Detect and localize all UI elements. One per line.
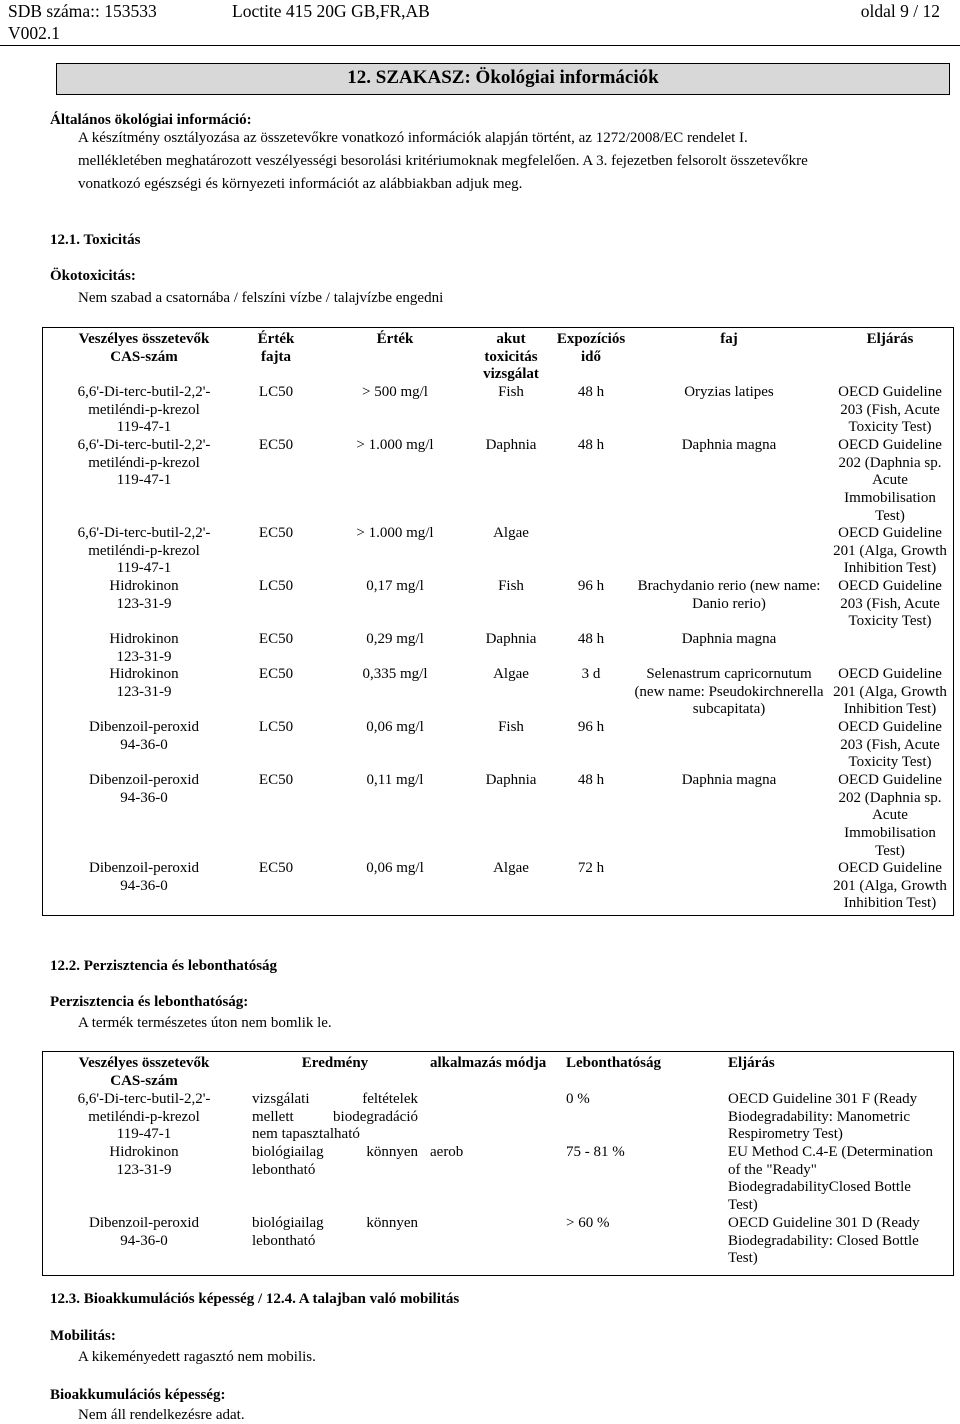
per-result-word: könnyen — [366, 1215, 418, 1231]
tox-method-line: Immobilisation — [844, 825, 936, 842]
tox-substance-line: 123-31-9 — [116, 595, 172, 612]
tox-test: Fish — [498, 719, 524, 735]
ecotoxicity-heading: Ökotoxicitás: — [50, 268, 136, 284]
toxicity-heading: 12.1. Toxicitás — [50, 232, 141, 248]
per-header-c2-line: Eredmény — [301, 1055, 369, 1071]
per-result-word: könnyen — [366, 1144, 418, 1160]
per-result-word: biológiailag — [252, 1144, 324, 1160]
per-result-line — [252, 1144, 418, 1162]
per-header-c2 — [252, 1055, 418, 1073]
tox-header-c6 — [630, 331, 828, 349]
general-line-2: mellékletében meghatározott veszélyességi besorolási kritériumoknak megfelelően. A 3. fejezetben felsorolt összetevőkre — [78, 153, 808, 169]
tox-method-line: 203 (Fish, Acute — [840, 736, 940, 753]
per-result-word: feltételek — [362, 1091, 418, 1107]
tox-method-line: OECD Guideline — [838, 666, 942, 682]
tox-method — [830, 437, 950, 526]
per-result-line — [252, 1091, 418, 1109]
per-substance-line: Dibenzoil-peroxid — [89, 1215, 199, 1231]
per-method-line: OECD Guideline 301 F (Ready — [728, 1091, 918, 1107]
per-method — [728, 1144, 950, 1215]
tox-species — [630, 384, 828, 402]
per-method-line: OECD Guideline 301 D (Ready — [728, 1215, 920, 1231]
tox-method-line: Test) — [875, 507, 905, 524]
tox-exposure: 48 h — [577, 631, 605, 647]
per-header-c5 — [728, 1055, 950, 1073]
tox-header-c3 — [330, 331, 460, 349]
tox-species — [630, 437, 828, 455]
tox-method-line: OECD Guideline — [838, 772, 942, 788]
tox-test: Daphnia — [485, 437, 537, 453]
persistence-text: A termék természetes úton nem bomlik le. — [78, 1015, 332, 1031]
tox-method-line: Inhibition Test) — [843, 560, 937, 577]
tox-method-line: OECD Guideline — [838, 525, 942, 541]
tox-method — [830, 860, 950, 913]
tox-substance-line: 94-36-0 — [120, 736, 168, 753]
tox-substance-line: 119-47-1 — [116, 560, 172, 577]
tox-species-line: Oryzias latipes — [684, 384, 774, 400]
sdb-number: SDB száma:: 153533 — [8, 1, 157, 21]
tox-method-line: Acute — [872, 807, 908, 824]
tox-substance — [46, 384, 242, 437]
per-method-line: BiodegradabilityClosed Bottle — [728, 1179, 911, 1196]
tox-species-line: Daphnia magna — [681, 437, 777, 453]
per-header-c5-line: Eljárás — [728, 1055, 775, 1071]
tox-exposure: 48 h — [577, 772, 605, 788]
tox-species — [630, 578, 828, 613]
per-method-line: Test) — [728, 1250, 758, 1267]
tox-type: EC50 — [258, 772, 294, 788]
tox-header-c4-line: akut — [496, 331, 526, 347]
tox-method — [830, 578, 950, 631]
per-substance-line: 123-31-9 — [116, 1161, 172, 1178]
per-method-line: Respirometry Test) — [728, 1126, 843, 1143]
per-method-line: Biodegradability: Manometric — [728, 1108, 911, 1125]
per-substance-line: 6,6'-Di-terc-butil-2,2'- — [77, 1091, 211, 1107]
per-substance-line: Hidrokinon — [109, 1144, 179, 1160]
per-method-line: of the "Ready" — [728, 1161, 817, 1178]
tox-header-c3-line: Érték — [376, 331, 414, 347]
persistence-heading: 12.2. Perzisztencia és lebonthatóság — [50, 958, 278, 974]
tox-header-c2-line: Érték — [257, 331, 295, 347]
tox-value: > 500 mg/l — [362, 384, 428, 400]
tox-method-line: OECD Guideline — [838, 719, 942, 735]
tox-method-line: Immobilisation — [844, 490, 936, 507]
per-header-c1-line: CAS-szám — [110, 1072, 178, 1089]
tox-header-c1 — [46, 331, 242, 366]
per-degradability: 0 % — [566, 1091, 590, 1107]
tox-substance-line: 119-47-1 — [116, 419, 172, 436]
tox-test: Algae — [493, 666, 529, 682]
tox-species-line: subcapitata) — [692, 701, 766, 718]
per-header-c3 — [430, 1055, 560, 1073]
tox-substance-line: Hidrokinon — [109, 631, 179, 647]
tox-test: Daphnia — [485, 631, 537, 647]
tox-substance — [46, 578, 242, 613]
tox-method-line: 201 (Alga, Growth — [833, 683, 947, 700]
tox-method-line: 202 (Daphnia sp. — [838, 789, 942, 806]
per-header-c3-line: alkalmazás módja — [430, 1055, 547, 1071]
per-mode: aerob — [430, 1144, 464, 1160]
per-result-line: lebontható — [252, 1232, 316, 1249]
tox-method-line: Test) — [875, 842, 905, 859]
tox-test: Fish — [498, 578, 524, 594]
tox-substance-line: 6,6'-Di-terc-butil-2,2'- — [77, 384, 211, 400]
per-result — [252, 1091, 418, 1144]
tox-header-c5-line: idő — [580, 348, 601, 365]
tox-method-line: Toxicity Test) — [848, 419, 932, 436]
per-substance — [46, 1144, 242, 1179]
tox-exposure: 72 h — [577, 860, 605, 876]
tox-substance-line: 123-31-9 — [116, 648, 172, 665]
tox-substance-line: 94-36-0 — [120, 877, 168, 894]
tox-method-line: Toxicity Test) — [848, 613, 932, 630]
tox-test: Algae — [493, 860, 529, 876]
tox-header-c2-line: fajta — [261, 348, 291, 365]
per-result-word: vizsgálati — [252, 1091, 310, 1107]
per-result-line: nem tapasztalható — [252, 1126, 360, 1143]
tox-substance-line: Dibenzoil-peroxid — [89, 772, 199, 788]
tox-substance — [46, 666, 242, 701]
tox-substance-line: 6,6'-Di-terc-butil-2,2'- — [77, 437, 211, 453]
tox-header-c4-line: toxicitás — [484, 348, 538, 365]
tox-value: 0,335 mg/l — [362, 666, 428, 682]
tox-header-c4 — [470, 331, 552, 384]
tox-value: 0,29 mg/l — [366, 631, 424, 647]
tox-substance — [46, 437, 242, 490]
tox-species-line: Brachydanio rerio (new name: — [637, 578, 821, 594]
tox-type: EC50 — [258, 860, 294, 876]
per-result-line — [252, 1215, 418, 1233]
tox-substance-line: metiléndi-p-krezol — [88, 401, 200, 418]
tox-exposure: 96 h — [577, 578, 605, 594]
tox-method-line: Inhibition Test) — [843, 701, 937, 718]
tox-substance-line: 123-31-9 — [116, 683, 172, 700]
tox-substance-line: Dibenzoil-peroxid — [89, 860, 199, 876]
per-header-c1-line: Veszélyes összetevők — [78, 1055, 210, 1071]
persistence-sub-heading: Perzisztencia és lebonthatóság: — [50, 994, 249, 1010]
tox-species-line: Selenastrum capricornutum — [646, 666, 812, 682]
general-line-3: vonatkozó egészségi és környezeti információt az alábbiakban adjuk meg. — [78, 176, 523, 192]
tox-method-line: Acute — [872, 472, 908, 489]
general-heading: Általános ökológiai információ: — [50, 112, 252, 128]
tox-method-line: Inhibition Test) — [843, 895, 937, 912]
tox-exposure: 3 d — [581, 666, 601, 682]
tox-species — [630, 772, 828, 790]
tox-substance — [46, 631, 242, 666]
product-name: Loctite 415 20G GB,FR,AB — [232, 1, 430, 21]
per-result-line: lebontható — [252, 1161, 316, 1178]
per-substance — [46, 1215, 242, 1250]
tox-method — [830, 666, 950, 719]
per-result-word: biodegradáció — [333, 1108, 418, 1125]
per-result-line — [252, 1109, 418, 1127]
tox-value: > 1.000 mg/l — [356, 525, 434, 541]
tox-type: EC50 — [258, 631, 294, 647]
tox-value: 0,06 mg/l — [366, 860, 424, 876]
tox-substance-line: 119-47-1 — [116, 472, 172, 489]
per-substance-line: 119-47-1 — [116, 1126, 172, 1143]
tox-method-line: OECD Guideline — [838, 437, 942, 453]
tox-method-line: 203 (Fish, Acute — [840, 595, 940, 612]
per-substance-line: 94-36-0 — [120, 1232, 168, 1249]
tox-type: EC50 — [258, 666, 294, 682]
mobility-heading: Mobilitás: — [50, 1328, 116, 1344]
tox-exposure: 48 h — [577, 384, 605, 400]
tox-method-line: 201 (Alga, Growth — [833, 542, 947, 559]
page-number: oldal 9 / 12 — [860, 1, 940, 21]
tox-substance-line: Hidrokinon — [109, 578, 179, 594]
tox-exposure: 48 h — [577, 437, 605, 453]
tox-species — [630, 631, 828, 649]
per-degradability: 75 - 81 % — [566, 1144, 625, 1160]
bioaccumulation-heading: 12.3. Bioakkumulációs képesség / 12.4. A talajban való mobilitás — [50, 1291, 460, 1307]
tox-substance-line: 94-36-0 — [120, 789, 168, 806]
per-method-line: EU Method C.4-E (Determination — [728, 1144, 933, 1160]
tox-header-c1-line: Veszélyes összetevők — [78, 331, 210, 347]
tox-species-line: Daphnia magna — [681, 772, 777, 788]
tox-header-c7-line: Eljárás — [866, 331, 914, 347]
tox-test: Algae — [493, 525, 529, 541]
tox-method — [830, 719, 950, 772]
tox-header-c1-line: CAS-szám — [110, 348, 178, 365]
bioaccumulation-sub-heading: Bioakkumulációs képesség: — [50, 1387, 226, 1403]
tox-header-c6-line: faj — [720, 331, 738, 347]
tox-substance — [46, 525, 242, 578]
tox-type: EC50 — [258, 525, 294, 541]
tox-method-line: 201 (Alga, Growth — [833, 877, 947, 894]
tox-type: LC50 — [258, 719, 294, 735]
tox-value: 0,06 mg/l — [366, 719, 424, 735]
per-header-c4-line: Lebonthatóság — [566, 1055, 662, 1071]
tox-substance-line: Dibenzoil-peroxid — [89, 719, 199, 735]
per-method — [728, 1215, 950, 1268]
per-result — [252, 1215, 418, 1250]
tox-species-line: (new name: Pseudokirchnerella — [634, 683, 824, 700]
general-line-1: A készítmény osztályozása az összetevőkre vonatkozó információk alapján történt, az 1272/2008/EC rendelet I. — [78, 130, 748, 146]
section-title-box — [56, 63, 950, 95]
tox-substance — [46, 860, 242, 895]
tox-method — [830, 525, 950, 578]
tox-method-line: OECD Guideline — [838, 860, 942, 876]
per-method — [728, 1091, 950, 1144]
tox-species — [630, 666, 828, 719]
per-result-word: mellett — [252, 1108, 294, 1125]
tox-header-c5-line: Expozíciós — [556, 331, 626, 347]
per-result — [252, 1144, 418, 1179]
tox-method — [830, 384, 950, 437]
tox-header-c2 — [246, 331, 306, 366]
per-degradability: > 60 % — [566, 1215, 610, 1231]
tox-substance — [46, 719, 242, 754]
ecotoxicity-text: Nem szabad a csatornába / felszíni vízbe / talajvízbe engedni — [78, 290, 444, 306]
per-header-c1 — [46, 1055, 242, 1090]
tox-substance-line: metiléndi-p-krezol — [88, 454, 200, 471]
tox-method-line: 203 (Fish, Acute — [840, 401, 940, 418]
header-divider — [0, 45, 960, 46]
per-substance-line: metiléndi-p-krezol — [88, 1108, 200, 1125]
tox-test: Fish — [498, 384, 524, 400]
mobility-text: A kikeményedett ragasztó nem mobilis. — [78, 1349, 316, 1365]
tox-species-line: Daphnia magna — [681, 631, 777, 647]
tox-method-line: OECD Guideline — [838, 384, 942, 400]
tox-species-line: Danio rerio) — [692, 595, 766, 612]
bioaccumulation-text: Nem áll rendelkezésre adat. — [78, 1407, 245, 1423]
per-method-line: Biodegradability: Closed Bottle — [728, 1232, 919, 1249]
tox-value: > 1.000 mg/l — [356, 437, 434, 453]
tox-substance-line: Hidrokinon — [109, 666, 179, 682]
per-substance — [46, 1091, 242, 1144]
tox-method-line: 202 (Daphnia sp. — [838, 454, 942, 471]
per-method-line: Test) — [728, 1197, 758, 1214]
tox-test: Daphnia — [485, 772, 537, 788]
tox-method-line: OECD Guideline — [838, 578, 942, 594]
tox-method — [830, 772, 950, 861]
tox-header-c7 — [830, 331, 950, 349]
tox-value: 0,17 mg/l — [366, 578, 424, 594]
tox-substance-line: 6,6'-Di-terc-butil-2,2'- — [77, 525, 211, 541]
tox-substance — [46, 772, 242, 807]
per-result-word: biológiailag — [252, 1215, 324, 1231]
tox-substance-line: metiléndi-p-krezol — [88, 542, 200, 559]
tox-method-line: Toxicity Test) — [848, 754, 932, 771]
tox-header-c5 — [552, 331, 630, 366]
tox-exposure: 96 h — [577, 719, 605, 735]
version: V002.1 — [8, 23, 61, 43]
tox-type: EC50 — [258, 437, 294, 453]
tox-type: LC50 — [258, 384, 294, 400]
tox-value: 0,11 mg/l — [366, 772, 424, 788]
tox-type: LC50 — [258, 578, 294, 594]
tox-header-c4-line: vizsgálat — [483, 366, 539, 383]
section-title: 12. SZAKASZ: Ökológiai információk — [347, 67, 659, 88]
per-header-c4 — [566, 1055, 716, 1073]
